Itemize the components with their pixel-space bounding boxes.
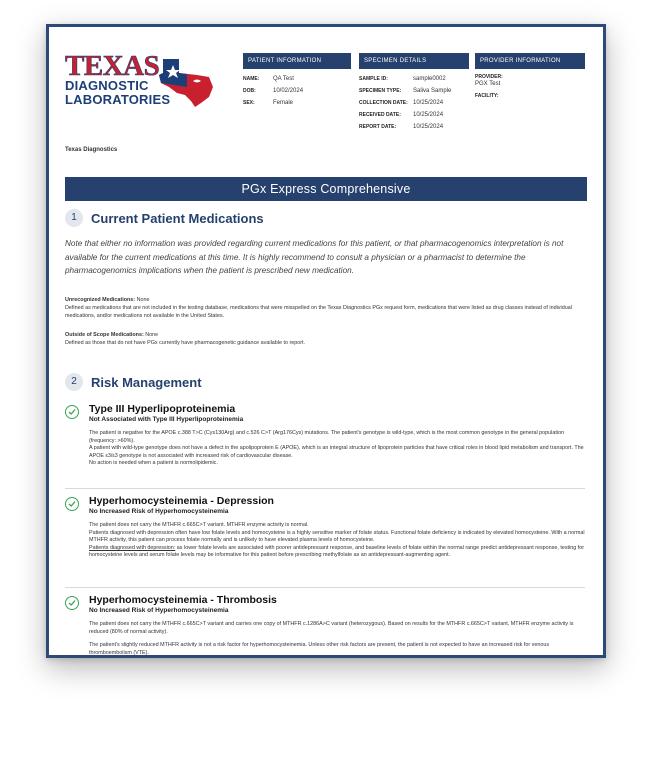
specimen-details-heading: SPECIMEN DETAILS [359, 53, 469, 69]
report-page [46, 24, 606, 658]
section-current-medications-heading [65, 209, 264, 227]
risk-subtitle: No Increased Risk of Hyperhomocysteinemia [89, 508, 229, 515]
specimen-row: SAMPLE ID: sample0002 [359, 76, 446, 82]
specimen-row: SPECIMEN TYPE: Saliva Sample [359, 88, 452, 94]
company-logo [65, 50, 235, 153]
section-risk-management-heading [65, 373, 202, 391]
risk-title: Type III Hyperlipoproteinemia [89, 403, 236, 415]
provider-info-heading: PROVIDER INFORMATION [475, 53, 585, 69]
section-number-badge: 1 [65, 209, 83, 227]
outside-scope-medications: Outside of Scope Medications: None Defined as those that do not have PGx currently have pharmacogenetic guidance available to report. [65, 332, 306, 346]
specimen-details [359, 53, 469, 133]
patient-info [243, 53, 351, 109]
specimen-row: COLLECTION DATE: 10/25/2024 [359, 100, 444, 106]
report-title-banner: PGx Express Comprehensive [65, 177, 587, 201]
logo-diagnostic-text: DIAGNOSTIC [65, 78, 149, 93]
risk-description: The patient does not carry the MTHFR c.665C>T variant and carries one copy of MTHFR c.1286A>C variant (heterozygous). Based on results for the MTHFR c.665C>T variant, MTHFR enzyme activity is reduced (80% of normal activity). The patient's slightly reduced MTHFR activity is not a risk factor for hyperhomocysteinemia. Unless other risk factors are present, the patient is not expected to have an increased risk for venous thromboembolism (VTE). [89, 621, 574, 656]
divider [65, 488, 585, 489]
provider-info [475, 53, 585, 102]
specimen-row: RECEIVED DATE: 10/25/2024 [359, 112, 444, 118]
logo-texas-text: TEXAS [65, 50, 160, 82]
section-number-badge: 2 [65, 373, 83, 391]
medications-note: Note that either no information was provided regarding current medications for this patient, or that pharmacogenomics interpretation is not available for the current medications at this time. It is highly recommend to consult a physician or a pharmacist to determine the pharmacogenomics implications when the patient is prescribed new medication. [65, 239, 564, 275]
patient-name-row: NAME: QA Test [243, 76, 294, 82]
check-circle-icon [65, 405, 79, 419]
risk-title: Hyperhomocysteinemia - Thrombosis [89, 594, 277, 606]
specimen-row: REPORT DATE: 10/25/2024 [359, 124, 444, 130]
patient-sex-row: SEX: Female [243, 100, 294, 106]
risk-subtitle: Not Associated with Type III Hyperlipoproteinemia [89, 416, 244, 423]
report-content [65, 45, 587, 656]
risk-description: The patient is negative for the APOE c.388 T>C (Cys130Arg) and c.526 C>T (Arg176Cys) mutations. The patient's genotype is wild-type, which is the most common genotype in the general population (frequency: >60%). A patient with wild-type genotype does not have a defect in the apolipoprotein E (APOE), which is an integral structure of lipoprotein particles that have critical roles in blood lipid metabolism and transport. The APOE ε3/ε3 genotype is not associated with increased risk of cardiovascular disease. No action is needed when a patient is normolipidemic. [89, 430, 584, 467]
patient-info-heading: PATIENT INFORMATION [243, 53, 351, 69]
provider-row: PROVIDER: PGX Test [475, 74, 503, 87]
section-title: Risk Management [91, 374, 202, 390]
risk-item [65, 495, 585, 590]
risk-description: The patient does not carry the MTHFR c.665C>T variant. MTHFR enzyme activity is normal. Patients diagnosed with depression often have low folate levels and homocysteine is a highly sensitive marker of folate status. Functional folate deficiency is indicated by elevated homocysteine. With a normal MTHFR activity, this patient can process folate normally and is unlikely to have elevated plasma levels of homocysteine. Patients diagnosed with depression: as lower folate levels are associated with poorer antidepressant response, and baseline levels of folate within the normal range predict antidepressant response, testing for homocysteine levels and serum folate levels may be informative for this patient before prescribing methylfolate as an antidepressant-augmenting agent. [89, 522, 585, 559]
risk-subtitle: No Increased Risk of Hyperhomocysteinemia [89, 607, 229, 614]
check-circle-icon [65, 497, 79, 511]
check-circle-icon [65, 596, 79, 610]
logo-caption: Texas Diagnostics [65, 147, 118, 153]
risk-item [65, 594, 585, 658]
logo-laboratories-text: LABORATORIES [65, 92, 171, 107]
risk-item [65, 403, 585, 483]
texas-map-icon [157, 57, 215, 109]
report-header [65, 45, 587, 163]
risk-title: Hyperhomocysteinemia - Depression [89, 495, 274, 507]
section-title: Current Patient Medications [91, 210, 264, 226]
patient-dob-row: DOB: 10/02/2024 [243, 88, 304, 94]
divider [65, 587, 585, 588]
facility-row: FACILITY: [475, 93, 499, 99]
unrecognized-medications: Unrecognized Medications: None Defined as medications that are not included in the testing database, medications that were misspelled on the Texas Diagnostics PGx request form, medications that were listed as drug classes instead of individual medications, and/or medications not available in the United States. [65, 297, 572, 319]
